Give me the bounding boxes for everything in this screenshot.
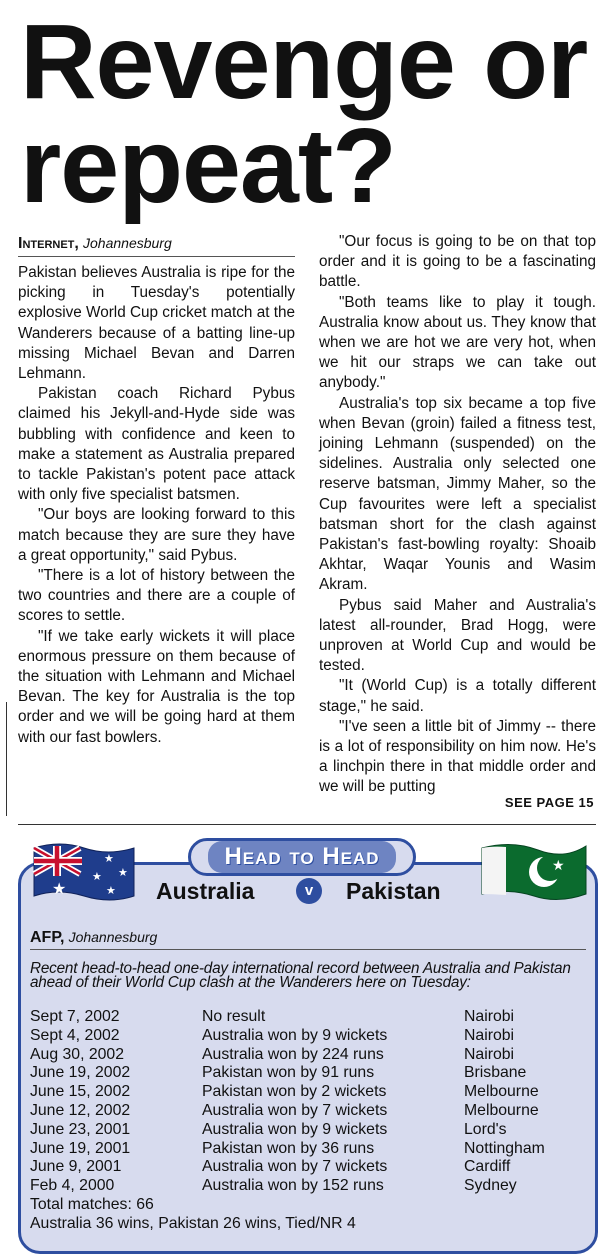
match-date: June 23, 2001 (30, 1120, 131, 1138)
match-date: June 19, 2002 (30, 1064, 131, 1082)
sidebar-source: AFP, (30, 929, 65, 946)
pakistan-flag-icon (478, 838, 590, 904)
match-result: No result (202, 1008, 266, 1025)
total-matches: Total matches: 66 (30, 1196, 154, 1213)
match-date: June 15, 2002 (30, 1083, 131, 1101)
record-summary: Australia 36 wins, Pakistan 26 wins, Tied/NR 4 (30, 1214, 356, 1232)
match-date: Sept 4, 2002 (30, 1026, 120, 1044)
match-result: Australia won by 7 wickets (202, 1158, 388, 1176)
svg-text:★: ★ (118, 866, 128, 879)
match-date: Feb 4, 2000 (30, 1177, 115, 1195)
sidebar-byline (30, 926, 586, 950)
match-venue: Brisbane (464, 1064, 527, 1082)
paragraph: Pakistan coach Richard Pybus claimed his Jekyll-and-Hyde side was bubbling with confidence and keen to make a statement as Australia prepared to tackle Pakistan's potent pace attack with only five specialist batsmen. (18, 385, 295, 504)
totals (30, 1196, 356, 1234)
match-result: Australia won by 7 wickets (202, 1101, 388, 1119)
match-date: June 12, 2002 (30, 1101, 131, 1119)
svg-text:★: ★ (52, 879, 67, 898)
byline-source: Internet, (18, 235, 79, 252)
head-to-head-title-tab (188, 838, 416, 876)
column-rule (6, 702, 7, 816)
table-row (30, 1083, 588, 1102)
byline-location: Johannesburg (83, 235, 172, 251)
article-body (18, 232, 596, 812)
paragraph: "If we take early wickets it will place enormous pressure on them because of the situation with Lehmann and Michael Bevan. The key for Australia is the top order and we will be going hard at them with our fast bowlers. (18, 627, 295, 746)
match-venue: Nairobi (464, 1008, 515, 1025)
headline (20, 3, 600, 225)
match-result: Australia won by 224 runs (202, 1045, 384, 1063)
match-result: Australia won by 9 wickets (202, 1120, 388, 1138)
headline-line: Revenge or (20, 3, 588, 121)
paragraph: "There is a lot of history between the two countries and there are a couple of scores to settle. (18, 567, 295, 625)
versus-badge: v (296, 878, 322, 904)
table-row (30, 1027, 588, 1046)
paragraph: "Our boys are looking forward to this match because they are sure they have a great opportunity," said Pybus. (18, 506, 295, 564)
table-row (30, 1140, 588, 1159)
match-venue: Sydney (464, 1177, 517, 1195)
teams-heading (150, 877, 460, 905)
australia-flag-icon (30, 840, 138, 904)
svg-text:★: ★ (104, 852, 114, 865)
table-row (30, 1177, 588, 1196)
paragraph: "I've seen a little bit of Jimmy -- there is a lot of responsibility on him now. He's a linchpin there in that middle order and we will be putting (319, 717, 596, 796)
paragraph: "It (World Cup) is a totally different stage," he said. (319, 677, 596, 715)
match-date: Sept 7, 2002 (30, 1008, 120, 1025)
table-row (30, 1121, 588, 1140)
match-result: Pakistan won by 91 runs (202, 1064, 375, 1082)
paragraph: "Both teams like to play it tough. Australia know about us. They know that when we are hot we are very hot, when we hit our straps we can take out anybody." (319, 293, 596, 392)
team-pakistan: Pakistan (346, 878, 441, 904)
headline-line: repeat? (20, 107, 396, 225)
match-date: June 19, 2001 (30, 1139, 131, 1157)
svg-text:★: ★ (92, 870, 102, 883)
match-venue: Lord's (464, 1120, 507, 1138)
match-result: Australia won by 152 runs (202, 1177, 384, 1195)
sidebar-location: Johannesburg (68, 929, 158, 945)
match-date: June 9, 2001 (30, 1158, 122, 1176)
paragraph: "Our focus is going to be on that top order and it is going to be a fascinating battle. (319, 233, 596, 291)
match-result: Pakistan won by 2 wickets (202, 1083, 387, 1101)
match-venue: Nairobi (464, 1045, 515, 1063)
section-divider (18, 824, 596, 825)
paragraph: Pybus said Maher and Australia's latest all-rounder, Brad Hogg, were unproven at World Cup and would be tested. (319, 596, 596, 675)
match-venue: Melbourne (464, 1083, 539, 1101)
table-row (30, 1158, 588, 1177)
table-row (30, 1064, 588, 1083)
match-venue: Melbourne (464, 1101, 539, 1119)
match-result: Pakistan won by 36 runs (202, 1139, 375, 1157)
match-date: Aug 30, 2002 (30, 1045, 124, 1063)
match-venue: Cardiff (464, 1158, 511, 1176)
match-venue: Nottingham (464, 1139, 545, 1157)
head-to-head-title: Head to Head (208, 841, 395, 873)
table-row (30, 1008, 588, 1027)
svg-text:★: ★ (106, 884, 116, 897)
team-australia: Australia (156, 878, 255, 904)
svg-text:★: ★ (552, 858, 565, 874)
match-venue: Nairobi (464, 1026, 515, 1044)
article-column-right (319, 232, 596, 798)
match-result: Australia won by 9 wickets (202, 1026, 388, 1044)
table-row (30, 1102, 588, 1121)
continued-reference: SEE PAGE 15 (504, 795, 594, 810)
byline (18, 232, 295, 257)
sidebar-intro: Recent head-to-head one-day international record between Australia and Pakistan ahead of their World Cup clash at the Wanderers here on Tuesday: (30, 960, 571, 991)
table-row (30, 1046, 588, 1065)
article-column-left (18, 232, 295, 748)
paragraph: Pakistan believes Australia is ripe for the picking in Tuesday's potentially explosive World Cup cricket match at the Wanderers because of a batting line-up missing Michael Bevan and Darren Lehmann. (18, 264, 295, 383)
paragraph: Australia's top six became a top five when Bevan (groin) failed a fitness test, joining Lehmann (suspended) on the sidelines. Australia only selected one reserve batsman, Jimmy Maher, so the Cup favourites were left a specialist batsman short for the clash against Pakistan's fast-bowling royalty: Shoaib Akhtar, Waqar Younis and Wasim Akram. (319, 394, 596, 594)
results-table (30, 1008, 588, 1196)
